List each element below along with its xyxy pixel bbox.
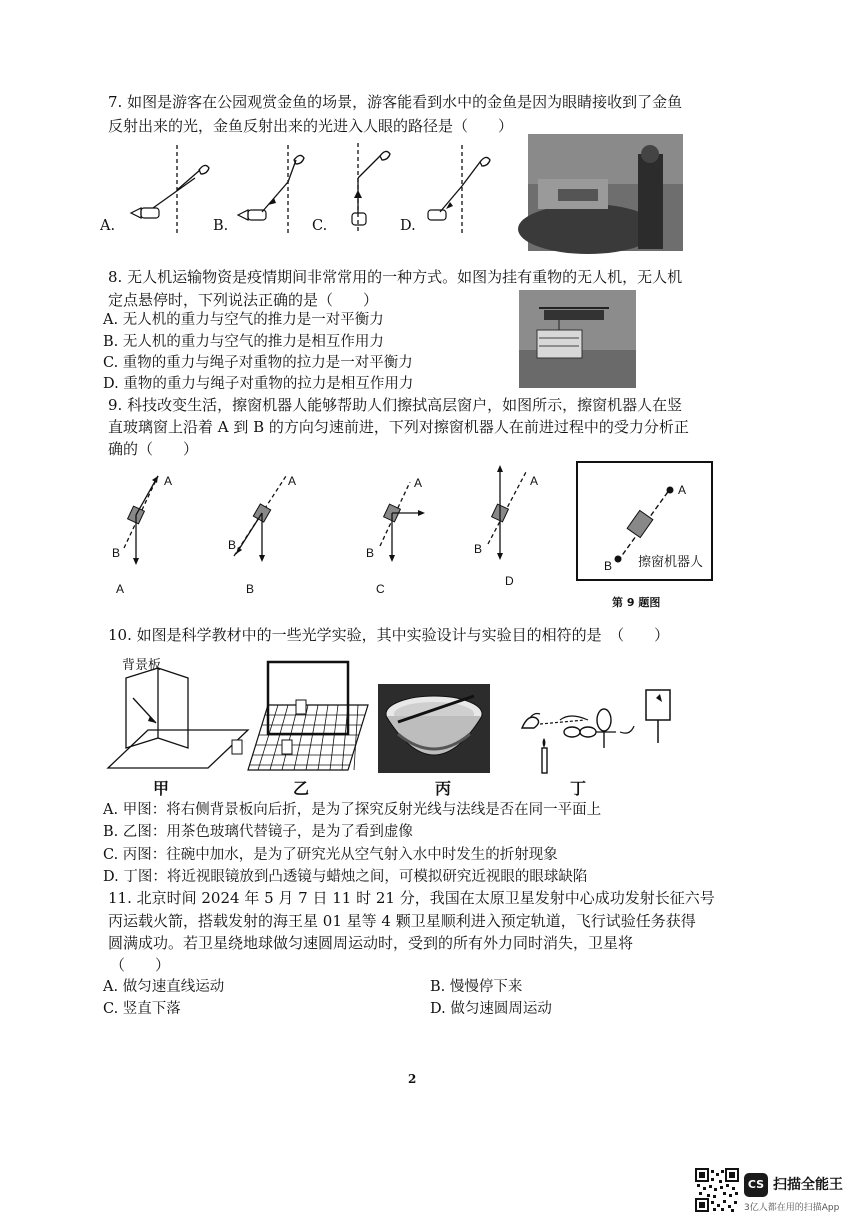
q9-d-point-a: A <box>530 474 539 488</box>
q10-option-c: C. 丙图：往碗中加水，是为了研究光从空气射入水中时发生的折射现象 <box>103 847 558 863</box>
q9-robot-label: 擦窗机器人 <box>638 555 704 570</box>
q7-option-b-label: B. <box>213 218 229 234</box>
q7-option-d-label: D. <box>400 218 416 234</box>
q9-option-d-label: D <box>505 574 514 588</box>
q10-option-d: D. 丁图：将近视眼镜放到凸透镜与蜡烛之间，可模拟研究近视眼的眼球缺陷 <box>103 869 588 885</box>
q9-c-point-b: B <box>366 546 375 560</box>
footer-tagline: 3亿人都在用的扫描App <box>744 1203 840 1213</box>
q9-c-point-a: A <box>414 476 423 490</box>
q10-caption-jia: 甲 <box>153 779 170 798</box>
footer-brand: 扫描全能王 <box>773 1177 843 1193</box>
q9-option-a-label: A <box>116 582 125 596</box>
q9-diagram-d <box>470 462 560 572</box>
q9-diagram-b <box>228 468 318 578</box>
q9-b-point-a: A <box>288 474 297 488</box>
q11-stem-line2: 丙运载火箭，搭载发射的海王星 01 星等 4 颗卫星顺利进入预定轨道，飞行试验任务获得 <box>108 912 696 930</box>
q9-ref-point-b: B <box>604 559 613 573</box>
q11-stem-line1: 11. 北京时间 2024 年 5 月 7 日 11 时 21 分，我国在太原卫星发射中心成功发射长征六号 <box>108 889 715 907</box>
q8-option-d: D. 重物的重力与绳子对重物的拉力是相互作用力 <box>103 376 414 392</box>
q7-diagram-a <box>125 140 215 240</box>
q10-option-b: B. 乙图：用茶色玻璃代替镜子，是为了看到虚像 <box>103 824 413 840</box>
page-number: 2 <box>408 1072 417 1086</box>
q9-figure-caption: 第 9 题图 <box>612 596 661 609</box>
q11-option-b: B. 慢慢停下来 <box>430 979 523 995</box>
q9-ref-point-a: A <box>678 483 687 497</box>
q10-stem: 10. 如图是科学教材中的一些光学实验，其中实验设计与实验目的相符的是 （ ） <box>108 626 670 644</box>
q8-option-c: C. 重物的重力与绳子对重物的拉力是一对平衡力 <box>103 355 413 371</box>
q9-stem-line3: 确的（ ） <box>108 440 199 458</box>
q9-a-point-a: A <box>164 474 173 488</box>
q10-figure-yi <box>228 660 368 775</box>
q11-option-c: C. 竖直下落 <box>103 1001 181 1017</box>
q10-option-a: A. 甲图：将右侧背景板向后折，是为了探究反射光线与法线是否在同一平面上 <box>103 802 602 818</box>
q7-diagram-c <box>330 138 420 238</box>
q9-b-point-b: B <box>228 538 237 552</box>
q10-board-label: 背景板 <box>122 658 162 673</box>
q11-stem-line3: 圆满成功。若卫星绕地球做匀速圆周运动时，受到的所有外力同时消失，卫星将 <box>108 934 634 952</box>
q8-stem-line2: 定点悬停时，下列说法正确的是（ ） <box>108 291 379 309</box>
q9-d-point-b: B <box>474 542 483 556</box>
q7-stem-line1: 7. 如图是游客在公园观赏金鱼的场景，游客能看到水中的金鱼是因为眼睛接收到了金鱼 <box>108 93 683 111</box>
q10-caption-ding: 丁 <box>570 779 587 798</box>
q9-diagram-c <box>360 468 450 578</box>
q7-diagram-d <box>420 140 510 240</box>
q10-caption-bing: 丙 <box>435 779 452 798</box>
q8-stem-line1: 8. 无人机运输物资是疫情期间非常常用的一种方式。如图为挂有重物的无人机，无人机 <box>108 268 683 286</box>
camscanner-logo-icon: CS <box>744 1173 768 1197</box>
q9-reference-figure <box>576 461 713 581</box>
q7-photo-goldfish-pond <box>528 134 683 251</box>
qr-code-icon <box>695 1168 739 1212</box>
q9-diagram-a <box>100 468 190 578</box>
q8-option-a: A. 无人机的重力与空气的推力是一对平衡力 <box>103 312 384 328</box>
q7-option-c-label: C. <box>312 218 328 234</box>
q9-stem-line2: 直玻璃窗上沿着 A 到 B 的方向匀速前进，下列对擦窗机器人在前进过程中的受力分析正 <box>108 418 689 436</box>
q7-diagram-b <box>228 140 318 240</box>
q10-caption-yi: 乙 <box>293 779 310 798</box>
q7-option-a-label: A. <box>100 218 116 234</box>
q10-figure-ding <box>520 688 685 778</box>
q11-option-a: A. 做匀速直线运动 <box>103 979 225 995</box>
q11-option-d: D. 做匀速圆周运动 <box>430 1001 552 1017</box>
q9-option-c-label: C <box>376 582 385 596</box>
q9-stem-line1: 9. 科技改变生活，擦窗机器人能够帮助人们擦拭高层窗户，如图所示，擦窗机器人在竖 <box>108 396 683 414</box>
q8-photo-drone-cargo <box>519 290 636 388</box>
q9-option-b-label: B <box>246 582 255 596</box>
q9-a-point-b: B <box>112 546 121 560</box>
q11-answer-bracket: （ ） <box>110 956 171 974</box>
q10-figure-bing <box>378 684 490 773</box>
q8-option-b: B. 无人机的重力与空气的推力是相互作用力 <box>103 334 384 350</box>
q7-stem-line2: 反射出来的光，金鱼反射出来的光进入人眼的路径是（ ） <box>108 117 514 135</box>
